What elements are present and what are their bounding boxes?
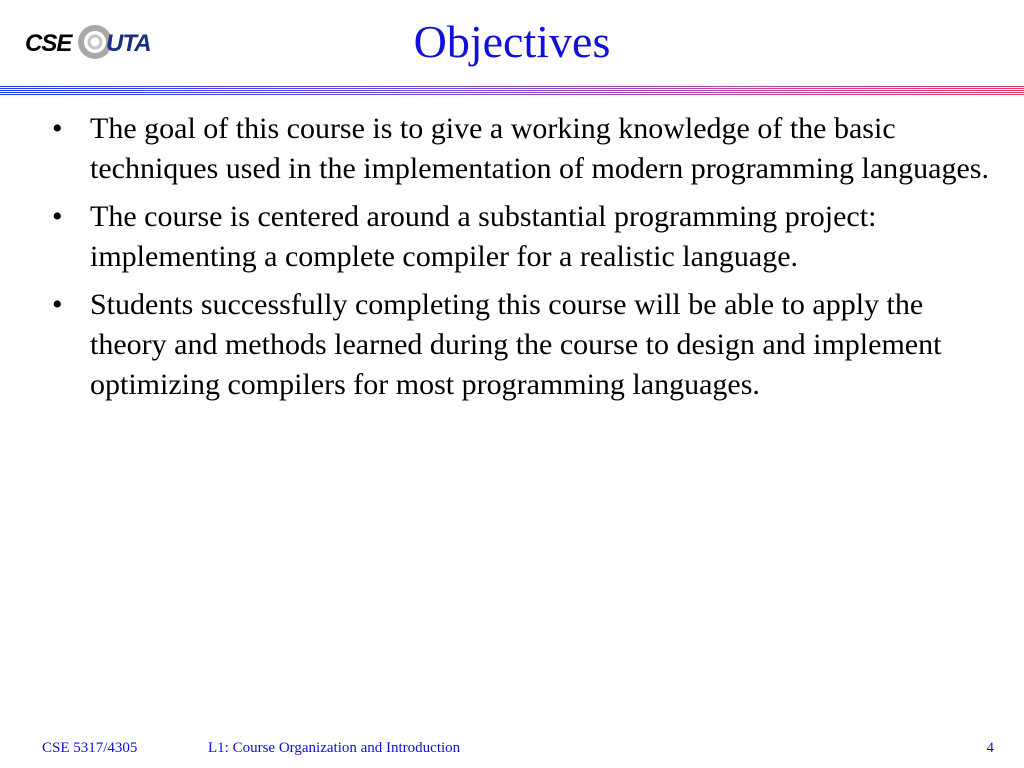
slide-title: Objectives — [413, 16, 611, 67]
bullet-list — [48, 109, 998, 413]
bullet-marker: • — [52, 200, 63, 233]
logo-prefix: CSE — [25, 30, 72, 57]
bullet-marker: • — [52, 288, 63, 321]
footer-course: CSE 5317/4305 — [42, 740, 138, 756]
bullet-item — [48, 197, 998, 277]
title-divider — [0, 86, 1024, 95]
logo-suffix: UTA — [106, 30, 151, 57]
footer-lecture: L1: Course Organization and Introduction — [208, 740, 461, 756]
bullet-text: The course is centered around a substantial programming project: implementing a complete compiler for a realistic language. — [90, 200, 877, 273]
footer-page-number: 4 — [986, 740, 994, 756]
bullet-item — [48, 285, 998, 405]
bullet-text: Students successfully completing this course will be able to apply the theory and methods learned during the course to design and implement optimizing compilers for most programming languages. — [90, 288, 942, 401]
bullet-text: The goal of this course is to give a working knowledge of the basic techniques used in the implementation of modern programming languages. — [90, 112, 989, 185]
bullet-marker: • — [52, 112, 63, 145]
bullet-item — [48, 109, 998, 189]
